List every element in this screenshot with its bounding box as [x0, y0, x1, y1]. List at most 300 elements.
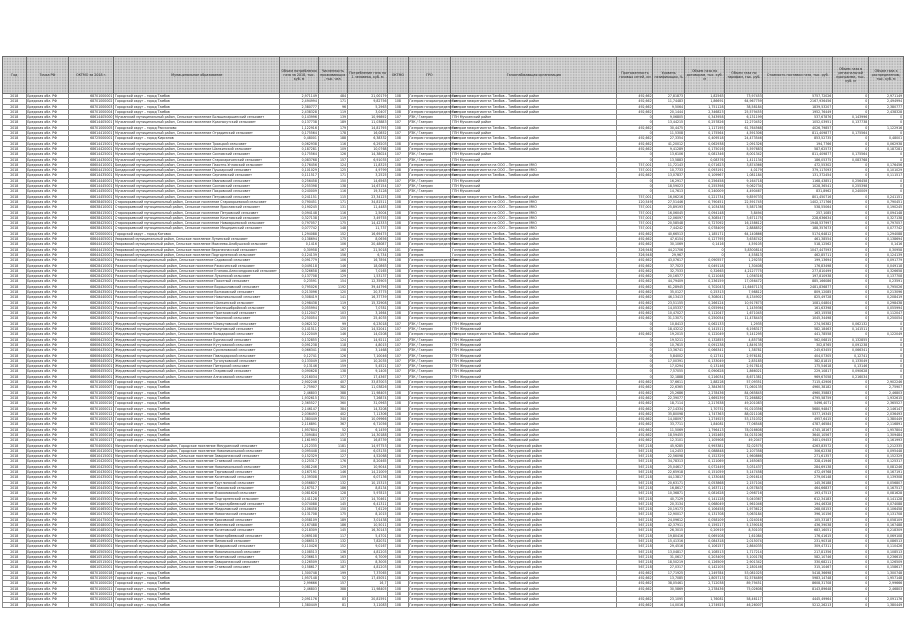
- table-cell[interactable]: 0,240009: [684, 189, 724, 194]
- table-cell[interactable]: 0,327138: [869, 215, 904, 220]
- table-cell[interactable]: Бредская обл. РФ: [26, 327, 69, 332]
- table-cell[interactable]: 0,221734: [684, 194, 724, 199]
- table-cell[interactable]: 2018: [3, 528, 27, 533]
- table-cell[interactable]: 2018: [3, 560, 27, 565]
- table-cell[interactable]: 108: [388, 496, 408, 501]
- table-cell[interactable]: 0,32663: [684, 268, 724, 273]
- table-cell[interactable]: 68701000006: [69, 380, 114, 385]
- table-cell[interactable]: 8,001342: [725, 152, 763, 157]
- table-cell[interactable]: 0,327138: [280, 215, 318, 220]
- table-cell[interactable]: 0: [833, 380, 869, 385]
- table-cell[interactable]: 683,16051: [763, 528, 833, 533]
- table-cell[interactable]: 13,07837: [653, 173, 684, 178]
- table-cell[interactable]: Бредская обл. РФ: [26, 491, 69, 496]
- table-cell[interactable]: Бредская обл. РФ: [26, 284, 69, 289]
- table-cell[interactable]: 0,12741: [684, 353, 724, 358]
- table-cell[interactable]: 22,6365: [653, 385, 684, 390]
- table-cell[interactable]: Бредская обл. РФ: [26, 459, 69, 464]
- table-cell[interactable]: ГПН Мучкапский: [451, 189, 617, 194]
- table-cell[interactable]: 11,6467113: [725, 284, 763, 289]
- table-cell[interactable]: 6,23018: [347, 321, 387, 326]
- table-cell[interactable]: 68644405001: [69, 237, 114, 242]
- table-cell[interactable]: 3,063184: [725, 512, 763, 517]
- table-cell[interactable]: 68701000017: [69, 438, 114, 443]
- table-cell[interactable]: 1,973612: [725, 507, 763, 512]
- table-cell[interactable]: 2,091614: [725, 475, 763, 480]
- table-cell[interactable]: 492,662: [617, 109, 653, 114]
- table-cell[interactable]: 68610470001: [69, 512, 114, 517]
- table-cell[interactable]: 61,764568: [725, 125, 763, 130]
- table-cell[interactable]: 4,591306: [725, 131, 763, 136]
- table-cell[interactable]: 1,185171: [684, 231, 724, 236]
- table-cell[interactable]: Газпром межрегионгаз Тамбов – Тамбовский район: [451, 136, 617, 141]
- table-cell[interactable]: 107: [388, 152, 408, 157]
- table-cell[interactable]: 2018: [3, 141, 27, 146]
- table-cell[interactable]: 156: [318, 252, 347, 257]
- table-cell[interactable]: 0,132855: [833, 337, 869, 342]
- table-cell[interactable]: 0,48001: [280, 136, 318, 141]
- table-cell[interactable]: 108: [388, 258, 408, 263]
- table-cell[interactable]: 0,074088: [280, 501, 318, 506]
- table-cell[interactable]: 0,138694: [869, 237, 904, 242]
- table-cell[interactable]: 68606415001: [69, 327, 114, 332]
- table-cell[interactable]: 2018: [3, 464, 27, 469]
- table-cell[interactable]: 14,30188: [347, 433, 387, 438]
- table-cell[interactable]: 0: [833, 221, 869, 226]
- table-cell[interactable]: 2018: [3, 115, 27, 120]
- table-cell[interactable]: 129: [318, 274, 347, 279]
- table-cell[interactable]: 2018: [3, 597, 27, 602]
- table-cell[interactable]: Газпром газораспределение: [409, 316, 458, 321]
- table-cell[interactable]: Газпром газораспределение: [409, 507, 458, 512]
- table-cell[interactable]: 11,98405: [347, 390, 387, 395]
- table-cell[interactable]: 2018: [3, 427, 27, 432]
- table-cell[interactable]: 2018: [3, 194, 27, 199]
- table-cell[interactable]: Газпром межрегионгаз Тамбов – Мичуринский район: [451, 464, 617, 469]
- table-cell[interactable]: 0,213096: [280, 289, 318, 294]
- table-cell[interactable]: Ржаксинский муниципальный район, Сельское поселение Садовский сельсовет: [114, 258, 280, 263]
- table-cell[interactable]: 117: [318, 533, 347, 538]
- table-cell[interactable]: Мичуринский муниципальный район, Сельское поселение Красивский сельсовет: [114, 517, 280, 522]
- table-cell[interactable]: 1,82563: [684, 94, 724, 99]
- table-cell[interactable]: 0,110426: [869, 544, 904, 549]
- table-cell[interactable]: 279,06148: [763, 475, 833, 480]
- table-cell[interactable]: Бредская обл. РФ: [26, 464, 69, 469]
- table-cell[interactable]: 68701000013: [69, 417, 114, 422]
- table-cell[interactable]: 1,30408: [725, 263, 763, 268]
- table-cell[interactable]: Газпром газораспределение: [409, 263, 458, 268]
- table-cell[interactable]: 0: [833, 194, 869, 199]
- table-cell[interactable]: 108: [388, 168, 408, 173]
- table-cell[interactable]: 0,058109: [280, 517, 318, 522]
- table-cell[interactable]: 68701000004: [69, 109, 114, 114]
- table-cell[interactable]: 757,001: [617, 205, 653, 210]
- table-cell[interactable]: 0: [833, 173, 869, 178]
- table-cell[interactable]: 13,04817: [653, 549, 684, 554]
- table-cell[interactable]: 0: [833, 146, 869, 151]
- table-cell[interactable]: Староюрьевский муниципальный район, Сельское поселение Новоюрьевский сельсовет: [114, 221, 280, 226]
- table-cell[interactable]: РЗК / Газпром: [408, 184, 451, 189]
- table-cell[interactable]: 19,80416: [653, 533, 684, 538]
- table-cell[interactable]: 0,993381: [684, 443, 724, 448]
- table-cell[interactable]: 0: [833, 454, 869, 459]
- table-cell[interactable]: 0,101029: [280, 168, 318, 173]
- table-cell[interactable]: Бредская обл. РФ: [26, 162, 69, 167]
- table-cell[interactable]: 176: [318, 459, 347, 464]
- table-cell[interactable]: Бредская обл. РФ: [26, 258, 69, 263]
- table-cell[interactable]: Газпром газораспределение: [409, 597, 458, 602]
- table-cell[interactable]: 0,240009: [833, 189, 869, 194]
- table-cell[interactable]: 68614430001: [69, 157, 114, 162]
- table-cell[interactable]: 825,49728: [763, 295, 833, 300]
- table-cell[interactable]: Газпром межрегионгаз Тамбов – Мичуринский район: [451, 517, 617, 522]
- table-cell[interactable]: ГПН Мучкапский: [451, 157, 617, 162]
- table-cell[interactable]: Бредская обл. РФ: [26, 184, 69, 189]
- table-cell[interactable]: 0: [833, 162, 869, 167]
- table-cell[interactable]: 4960,38182: [763, 385, 833, 390]
- table-cell[interactable]: Мичуринский муниципальный район, Сельское поселение Федоровский сельсовет: [114, 544, 280, 549]
- table-cell[interactable]: 0: [833, 411, 869, 416]
- table-cell[interactable]: 17,45051: [347, 576, 387, 581]
- table-cell[interactable]: 132: [318, 480, 347, 485]
- table-cell[interactable]: 18,43212: [653, 327, 684, 332]
- table-cell[interactable]: 101: [388, 247, 408, 252]
- table-cell[interactable]: 2,365527: [280, 401, 318, 406]
- table-cell[interactable]: 0,049118: [869, 263, 904, 268]
- table-cell[interactable]: Бредская обл. РФ: [26, 316, 69, 321]
- table-cell[interactable]: 0: [833, 433, 869, 438]
- table-cell[interactable]: 5212,26213: [763, 602, 833, 607]
- table-cell[interactable]: 2,091176: [280, 597, 318, 602]
- table-cell[interactable]: 831,8962: [763, 189, 833, 194]
- table-cell[interactable]: Мучкапский муниципальный район, Сельское поселение Ивановский сельсовет: [114, 178, 280, 183]
- table-cell[interactable]: 68606445001: [69, 358, 114, 363]
- table-cell[interactable]: Газпром газораспределение: [409, 491, 458, 496]
- table-cell[interactable]: 68610510001: [69, 554, 114, 559]
- table-cell[interactable]: 0,049118: [280, 263, 318, 268]
- table-cell[interactable]: 108: [388, 560, 408, 565]
- table-cell[interactable]: 0,208419: [869, 295, 904, 300]
- table-cell[interactable]: 0,409518: [684, 136, 724, 141]
- table-cell[interactable]: Газпром газораспределение: [409, 496, 458, 501]
- table-cell[interactable]: 0: [833, 136, 869, 141]
- table-cell[interactable]: Бредская обл. РФ: [26, 279, 69, 284]
- table-cell[interactable]: 8,671381: [725, 374, 763, 379]
- table-cell[interactable]: 108: [388, 104, 408, 109]
- table-cell[interactable]: 1181: [318, 443, 347, 448]
- table-cell[interactable]: 0,133048: [684, 475, 724, 480]
- table-cell[interactable]: 14,52041: [347, 327, 387, 332]
- table-cell[interactable]: 441,78558: [763, 332, 833, 337]
- table-cell[interactable]: 0,083768: [280, 157, 318, 162]
- table-cell[interactable]: Бредская обл. РФ: [26, 173, 69, 178]
- table-cell[interactable]: 2,015074: [725, 538, 763, 543]
- table-cell[interactable]: Газпром межрегионгаз Тамбов – Тамбовский район: [451, 268, 617, 273]
- table-cell[interactable]: 229,10817: [763, 369, 833, 374]
- table-cell[interactable]: 4957,6415: [763, 417, 833, 422]
- table-cell[interactable]: Газпром газораспределение: [409, 549, 458, 554]
- table-cell[interactable]: 0,141511: [684, 327, 724, 332]
- table-cell[interactable]: Бредская обл. РФ: [26, 300, 69, 305]
- table-cell[interactable]: Бредская обл. РФ: [26, 136, 69, 141]
- table-cell[interactable]: 15,32908: [347, 300, 387, 305]
- table-cell[interactable]: 27,14334: [653, 406, 684, 411]
- table-cell[interactable]: Газпром газораспределение: [409, 533, 458, 538]
- table-cell[interactable]: ГПН Жердевский: [451, 348, 617, 353]
- table-cell[interactable]: 2018: [3, 523, 27, 528]
- table-cell[interactable]: 17,056472: [725, 279, 763, 284]
- table-cell[interactable]: Газпром газораспределение: [409, 512, 458, 517]
- table-cell[interactable]: 4,81203: [347, 549, 387, 554]
- table-cell[interactable]: 567,218: [617, 528, 653, 533]
- table-cell[interactable]: 108: [388, 268, 408, 273]
- table-cell[interactable]: 146: [318, 263, 347, 268]
- table-cell[interactable]: 2018: [3, 109, 27, 114]
- table-cell[interactable]: 14,67154: [347, 184, 387, 189]
- table-cell[interactable]: 382,81815: [763, 358, 833, 363]
- table-cell[interactable]: 0,167191: [869, 470, 904, 475]
- table-cell[interactable]: 0,056807: [869, 480, 904, 485]
- table-cell[interactable]: 2,217638: [684, 401, 724, 406]
- table-cell[interactable]: 0: [617, 364, 653, 369]
- table-cell[interactable]: 0,109967: [684, 173, 724, 178]
- table-cell[interactable]: Бредская обл. РФ: [26, 401, 69, 406]
- table-cell[interactable]: Газпром межрегионгаз Тамбов – Тамбовский район: [451, 433, 617, 438]
- table-cell[interactable]: 567,218: [617, 538, 653, 543]
- table-cell[interactable]: 4,057843: [725, 485, 763, 490]
- table-cell[interactable]: 0,137738: [280, 120, 318, 125]
- table-cell[interactable]: Газпром газораспределение: [409, 560, 458, 565]
- table-cell[interactable]: Газпром межрегионгаз Тамбов – Тамбовский район: [451, 395, 617, 400]
- table-cell[interactable]: 0: [833, 226, 869, 231]
- table-cell[interactable]: Жердевский муниципальный район, Сельское поселение Сукмановский сельсовет: [114, 348, 280, 353]
- table-cell[interactable]: Газпром межрегионгаз Тамбов – Тамбовский район: [451, 125, 617, 130]
- table-cell[interactable]: 14,81795: [347, 125, 387, 130]
- table-cell[interactable]: 1,961046: [725, 501, 763, 506]
- table-cell[interactable]: 4,85738: [725, 337, 763, 342]
- table-cell[interactable]: 39,44796: [347, 284, 387, 289]
- table-cell[interactable]: 0: [833, 305, 869, 310]
- table-cell[interactable]: Газпром межрегионгаз Тамбов – Мичуринский район: [451, 459, 617, 464]
- table-cell[interactable]: Газпром газораспределение: [409, 395, 458, 400]
- table-cell[interactable]: 14,6563: [347, 178, 387, 183]
- table-cell[interactable]: 3,11083: [347, 602, 387, 607]
- table-cell[interactable]: Газпром межрегионгаз Тамбов – Тамбовский район: [451, 581, 617, 586]
- table-cell[interactable]: 16,0852: [347, 131, 387, 136]
- table-cell[interactable]: 0,308419: [280, 295, 318, 300]
- table-cell[interactable]: 8,30103: [725, 528, 763, 533]
- table-cell[interactable]: 107: [388, 189, 408, 194]
- table-cell[interactable]: 14,05337: [653, 305, 684, 310]
- table-cell[interactable]: 2,346823: [684, 109, 724, 114]
- table-cell[interactable]: 2018: [3, 480, 27, 485]
- table-cell[interactable]: 188,357673: [763, 226, 833, 231]
- table-cell[interactable]: Городской округ – город Кирсанов: [114, 136, 280, 141]
- table-cell[interactable]: 0: [617, 178, 653, 183]
- table-cell[interactable]: 107: [388, 374, 408, 379]
- table-cell[interactable]: 20,16577: [653, 274, 684, 279]
- table-cell[interactable]: Газпром межрегионгаз Тамбов – Тамбовский район: [451, 99, 617, 104]
- table-cell[interactable]: 0,175564: [833, 152, 869, 157]
- table-cell[interactable]: 186,05375: [763, 157, 833, 162]
- table-cell[interactable]: Мичуринский муниципальный район, Сельское поселение Кочетовский сельсовет: [114, 475, 280, 480]
- table-cell[interactable]: 0: [684, 247, 724, 252]
- table-cell[interactable]: 7,10046: [347, 353, 387, 358]
- table-cell[interactable]: 68704000001: [69, 443, 114, 448]
- table-cell[interactable]: 116: [318, 210, 347, 215]
- table-cell[interactable]: 2018: [3, 263, 27, 268]
- table-cell[interactable]: 0,062132: [833, 321, 869, 326]
- table-cell[interactable]: 0: [617, 120, 653, 125]
- table-cell[interactable]: Газпром газораспределение: [409, 427, 458, 432]
- table-cell[interactable]: 1,309484: [869, 433, 904, 438]
- table-cell[interactable]: Газпром межрегионгаз Тамбов – Мичуринский район: [451, 533, 617, 538]
- table-cell[interactable]: 2,46803: [280, 586, 318, 591]
- table-cell[interactable]: 0,137708: [869, 274, 904, 279]
- table-cell[interactable]: Городской округ – город Котовск: [114, 231, 280, 236]
- table-cell[interactable]: 2018: [3, 131, 27, 136]
- table-cell[interactable]: 2018: [3, 199, 27, 204]
- table-cell[interactable]: 0,091779: [280, 258, 318, 263]
- table-cell[interactable]: 68610455001: [69, 496, 114, 501]
- table-cell[interactable]: Ржаксинский муниципальный район, Сельское поселение Ворошиловский сельсовет: [114, 284, 280, 289]
- table-cell[interactable]: 26,3015: [653, 528, 684, 533]
- table-cell[interactable]: 562,06815: [763, 337, 833, 342]
- table-cell[interactable]: Газпром газораспределение: [409, 221, 458, 226]
- table-cell[interactable]: Городской округ – город Тамбов: [114, 438, 280, 443]
- table-cell[interactable]: 108: [388, 141, 408, 146]
- table-cell[interactable]: 2167,936456: [763, 99, 833, 104]
- table-cell[interactable]: 9,82756: [347, 99, 387, 104]
- table-cell[interactable]: РЗК / Газпром: [408, 353, 451, 358]
- table-cell[interactable]: 0,094148: [684, 210, 724, 215]
- table-cell[interactable]: 119: [318, 215, 347, 220]
- table-cell[interactable]: 1,717214: [725, 549, 763, 554]
- table-cell[interactable]: Газпром межрегионгаз Тамбов – Мичуринский район: [451, 512, 617, 517]
- table-cell[interactable]: 1,380449: [280, 602, 318, 607]
- table-cell[interactable]: Газпром межрегионгаз Тамбов – Мичуринский район: [451, 491, 617, 496]
- table-cell[interactable]: 0: [833, 507, 869, 512]
- table-cell[interactable]: Газпром межрегионгаз Тамбов – Мичуринский район: [451, 565, 617, 570]
- table-cell[interactable]: 0,133049: [280, 358, 318, 363]
- table-cell[interactable]: Бредская обл. РФ: [26, 189, 69, 194]
- table-cell[interactable]: 284,69138: [763, 464, 833, 469]
- table-cell[interactable]: Городской округ – город Тамбов: [114, 597, 280, 602]
- table-cell[interactable]: 108: [388, 395, 408, 400]
- table-cell[interactable]: 2018: [3, 300, 27, 305]
- table-cell[interactable]: Бредская обл. РФ: [26, 380, 69, 385]
- table-cell[interactable]: 0,255398: [684, 184, 724, 189]
- table-cell[interactable]: 9,06805: [653, 115, 684, 120]
- table-cell[interactable]: 9,859733: [725, 194, 763, 199]
- table-cell[interactable]: 2018: [3, 369, 27, 374]
- table-cell[interactable]: Мучкапский муниципальный район, Сельское поселение Краснокутский сельсовет: [114, 120, 280, 125]
- table-cell[interactable]: 175,54618: [763, 364, 833, 369]
- table-cell[interactable]: 17,71925: [653, 570, 684, 575]
- table-cell[interactable]: 72,266882: [725, 395, 763, 400]
- table-cell[interactable]: Газпром межрегионгаз Тамбов – Тамбовский район: [451, 104, 617, 109]
- table-cell[interactable]: 6,131199: [725, 115, 763, 120]
- table-cell[interactable]: 9,0167: [347, 544, 387, 549]
- table-cell[interactable]: Газпром газораспределение: [409, 194, 458, 199]
- table-cell[interactable]: 5,4701: [347, 533, 387, 538]
- table-cell[interactable]: 68606420001: [69, 332, 114, 337]
- table-cell[interactable]: 6,29203: [347, 141, 387, 146]
- table-cell[interactable]: 2,278436: [684, 586, 724, 591]
- table-cell[interactable]: 107: [388, 337, 408, 342]
- table-cell[interactable]: 1,192465: [684, 433, 724, 438]
- table-cell[interactable]: 3,671175: [725, 215, 763, 220]
- table-cell[interactable]: Газпром межрегионгаз на ООО – Петровские МКО: [451, 215, 617, 220]
- table-cell[interactable]: 3,8494: [725, 210, 763, 215]
- table-cell[interactable]: 492,662: [617, 274, 653, 279]
- table-cell[interactable]: Газпром газораспределение: [409, 380, 458, 385]
- table-cell[interactable]: 68638405001: [69, 199, 114, 204]
- table-cell[interactable]: 0,326658: [280, 268, 318, 273]
- table-cell[interactable]: 11,03826: [347, 385, 387, 390]
- table-cell[interactable]: 68701000007: [69, 385, 114, 390]
- table-cell[interactable]: 0,086513: [869, 538, 904, 543]
- table-cell[interactable]: 73,97453: [725, 94, 763, 99]
- table-cell[interactable]: 2,036493: [280, 411, 318, 416]
- table-cell[interactable]: 0,069108: [869, 533, 904, 538]
- table-cell[interactable]: 108: [388, 385, 408, 390]
- table-cell[interactable]: 0: [617, 337, 653, 342]
- table-cell[interactable]: 115: [318, 194, 347, 199]
- table-cell[interactable]: 0,084318: [684, 538, 724, 543]
- table-cell[interactable]: 1,957804: [280, 427, 318, 432]
- table-cell[interactable]: 89,79451: [725, 581, 763, 586]
- table-cell[interactable]: 2018: [3, 454, 27, 459]
- table-cell[interactable]: 492,662: [617, 316, 653, 321]
- table-cell[interactable]: 0,111517: [869, 173, 904, 178]
- table-cell[interactable]: 4026,79857: [763, 125, 833, 130]
- table-cell[interactable]: РЗК / Газпром: [408, 364, 451, 369]
- table-cell[interactable]: 0: [617, 348, 653, 353]
- table-cell[interactable]: 2018: [3, 549, 27, 554]
- table-cell[interactable]: 0,068049: [684, 501, 724, 506]
- table-cell[interactable]: Бредская обл. РФ: [26, 427, 69, 432]
- table-cell[interactable]: 96: [318, 104, 347, 109]
- table-cell[interactable]: 492,662: [617, 258, 653, 263]
- table-cell[interactable]: Бредская обл. РФ: [26, 544, 69, 549]
- table-cell[interactable]: 68628455001: [69, 311, 114, 316]
- table-cell[interactable]: 2,365527: [869, 401, 904, 406]
- table-cell[interactable]: 396,10156: [763, 512, 833, 517]
- table-cell[interactable]: 99: [318, 321, 347, 326]
- table-cell[interactable]: 0,255398: [280, 184, 318, 189]
- table-cell[interactable]: 25,4035: [347, 316, 387, 321]
- table-cell[interactable]: 462,85711: [763, 252, 833, 257]
- table-cell[interactable]: 68701000002: [69, 99, 114, 104]
- table-cell[interactable]: 81: [318, 602, 347, 607]
- table-cell[interactable]: 0: [833, 332, 869, 337]
- table-cell[interactable]: 0,255398: [833, 184, 869, 189]
- table-cell[interactable]: 10,36871: [653, 491, 684, 496]
- table-cell[interactable]: 3,01438: [347, 517, 387, 522]
- table-cell[interactable]: Мучкапский муниципальный район, Сельское поселение Троицкий сельсовет: [114, 141, 280, 146]
- table-cell[interactable]: 24,473546: [725, 136, 763, 141]
- table-cell[interactable]: 127: [318, 454, 347, 459]
- table-cell[interactable]: 302,8765: [763, 342, 833, 347]
- table-cell[interactable]: 16,69475: [347, 231, 387, 236]
- table-cell[interactable]: 108: [388, 565, 408, 570]
- table-cell[interactable]: 108: [388, 501, 408, 506]
- table-cell[interactable]: 1192: [318, 284, 347, 289]
- table-cell[interactable]: 0,218309: [280, 528, 318, 533]
- table-cell[interactable]: 0,112047: [869, 311, 904, 316]
- table-cell[interactable]: 0,175564: [280, 152, 318, 157]
